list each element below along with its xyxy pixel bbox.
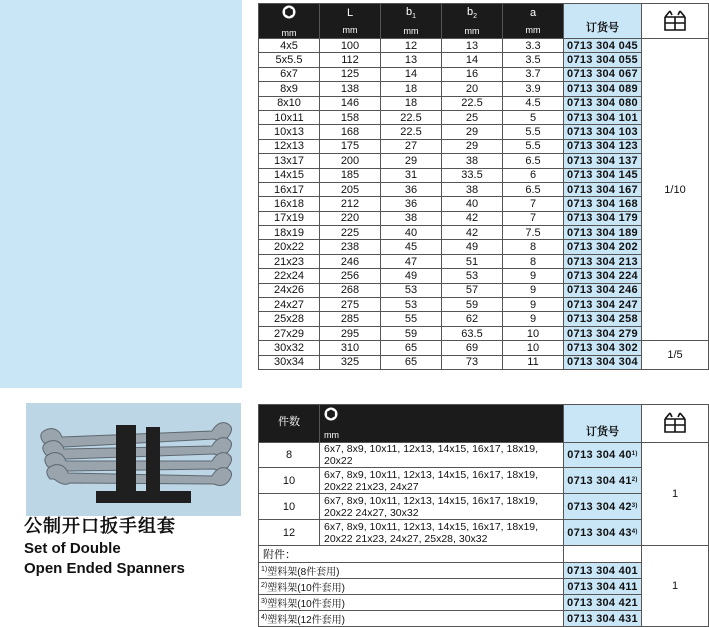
set-table-header-row bbox=[259, 405, 709, 443]
cell-a: 3.9 bbox=[503, 82, 564, 96]
cell-size: 14x15 bbox=[259, 168, 320, 182]
single-spanner-table bbox=[258, 3, 709, 370]
spanner-set-rows bbox=[259, 443, 709, 627]
cell-length: 205 bbox=[320, 182, 381, 196]
cell-a: 8 bbox=[503, 254, 564, 268]
cell-length: 275 bbox=[320, 298, 381, 312]
cell-accessory-name bbox=[259, 563, 564, 579]
set-row bbox=[259, 494, 709, 520]
table-row bbox=[259, 326, 709, 340]
cell-set-order-number bbox=[564, 520, 642, 546]
table-row bbox=[259, 82, 709, 96]
table-row bbox=[259, 182, 709, 196]
cell-size: 24x26 bbox=[259, 283, 320, 297]
accessory-row bbox=[259, 579, 709, 595]
cell-length: 100 bbox=[320, 39, 381, 53]
footnote-mark: 3) bbox=[631, 502, 638, 509]
table-row bbox=[259, 39, 709, 53]
cell-b1: 53 bbox=[381, 298, 442, 312]
cell-order-number: 0713 304 045 bbox=[564, 39, 642, 53]
cell-a: 4.5 bbox=[503, 96, 564, 110]
cell-length: 146 bbox=[320, 96, 381, 110]
cell-b1: 49 bbox=[381, 269, 442, 283]
cell-length: 325 bbox=[320, 355, 381, 369]
set-row bbox=[259, 468, 709, 494]
cell-length: 285 bbox=[320, 312, 381, 326]
cell-size: 8x9 bbox=[259, 82, 320, 96]
single-spanner-rows bbox=[259, 39, 709, 370]
cell-order-number: 0713 304 304 bbox=[564, 355, 642, 369]
title-chinese: 公制开口扳手组套 bbox=[24, 516, 176, 536]
accessory-header-blank bbox=[564, 546, 642, 563]
header-packaging bbox=[642, 4, 709, 39]
cell-size: 10x11 bbox=[259, 110, 320, 124]
cell-b1: 14 bbox=[381, 67, 442, 81]
cell-length: 220 bbox=[320, 211, 381, 225]
header-set-packaging bbox=[642, 405, 709, 443]
spanner-set-photo bbox=[26, 403, 241, 516]
table-row bbox=[259, 154, 709, 168]
spanner-set-image bbox=[26, 403, 241, 516]
cell-b2: 42 bbox=[442, 226, 503, 240]
cell-b2: 57 bbox=[442, 283, 503, 297]
cell-size: 12x13 bbox=[259, 139, 320, 153]
cell-set-order-number bbox=[564, 443, 642, 468]
cell-pack-qty: 1/5 bbox=[642, 341, 709, 370]
cell-pack-qty: 1/10 bbox=[642, 39, 709, 341]
header-piece-count: 件数 bbox=[259, 405, 320, 443]
cell-b2: 33.5 bbox=[442, 168, 503, 182]
cell-size: 4x5 bbox=[259, 39, 320, 53]
cell-order-number: 0713 304 213 bbox=[564, 254, 642, 268]
cell-b1: 13 bbox=[381, 53, 442, 67]
cell-b1: 65 bbox=[381, 341, 442, 355]
product-title bbox=[24, 516, 185, 577]
box-packaging-icon bbox=[662, 425, 688, 437]
table-row bbox=[259, 96, 709, 110]
cell-b1: 22.5 bbox=[381, 110, 442, 124]
cell-b1: 59 bbox=[381, 326, 442, 340]
cell-length: 185 bbox=[320, 168, 381, 182]
footnote-mark: 1) bbox=[631, 451, 638, 457]
cell-b1: 38 bbox=[381, 211, 442, 225]
cell-order-number: 0713 304 179 bbox=[564, 211, 642, 225]
cell-a: 6 bbox=[503, 168, 564, 182]
cell-a: 10 bbox=[503, 341, 564, 355]
cell-b2: 20 bbox=[442, 82, 503, 96]
cell-b1: 40 bbox=[381, 226, 442, 240]
header-size bbox=[259, 4, 320, 39]
table-row bbox=[259, 341, 709, 355]
cell-a: 3.7 bbox=[503, 67, 564, 81]
cell-order-number: 0713 304 279 bbox=[564, 326, 642, 340]
cell-piece-count: 12 bbox=[259, 520, 320, 546]
cell-set-pack-qty: 1 bbox=[642, 443, 709, 546]
header-b2: $b_2$ mm bbox=[442, 4, 503, 39]
table-row bbox=[259, 269, 709, 283]
cell-size: 30x34 bbox=[259, 355, 320, 369]
cell-set-sizes: 6x7, 8x9, 10x11, 12x13, 14x15, 16x17, 18x19, 20x22 bbox=[320, 443, 564, 468]
cell-order-number: 0713 304 302 bbox=[564, 341, 642, 355]
cell-set-order-number bbox=[564, 494, 642, 520]
cell-b1: 47 bbox=[381, 254, 442, 268]
cell-length: 138 bbox=[320, 82, 381, 96]
header-set-order-number: 订货号 bbox=[564, 405, 642, 443]
table-row bbox=[259, 197, 709, 211]
footnote-mark: 4) bbox=[631, 528, 638, 535]
accessory-header-row bbox=[259, 546, 709, 563]
table-row bbox=[259, 283, 709, 297]
cell-a: 7 bbox=[503, 211, 564, 225]
accessory-row bbox=[259, 611, 709, 627]
cell-a: 11 bbox=[503, 355, 564, 369]
cell-size: 8x10 bbox=[259, 96, 320, 110]
cell-b2: 25 bbox=[442, 110, 503, 124]
cell-accessory-order-number: 0713 304 411 bbox=[564, 579, 642, 595]
cell-length: 212 bbox=[320, 197, 381, 211]
cell-length: 158 bbox=[320, 110, 381, 124]
cell-accessory-order-number: 0713 304 431 bbox=[564, 611, 642, 627]
cell-order-number: 0713 304 167 bbox=[564, 182, 642, 196]
cell-b1: 65 bbox=[381, 355, 442, 369]
table-row bbox=[259, 240, 709, 254]
cell-b2: 59 bbox=[442, 298, 503, 312]
cell-length: 168 bbox=[320, 125, 381, 139]
cell-size: 21x23 bbox=[259, 254, 320, 268]
table-row bbox=[259, 168, 709, 182]
cell-order-number: 0713 304 168 bbox=[564, 197, 642, 211]
cell-size: 20x22 bbox=[259, 240, 320, 254]
cell-b1: 27 bbox=[381, 139, 442, 153]
accessory-name-text: 塑料架(12件套用) bbox=[267, 615, 346, 626]
cell-b2: 49 bbox=[442, 240, 503, 254]
cell-accessory-order-number: 0713 304 401 bbox=[564, 563, 642, 579]
header-b1: $b_1$ mm bbox=[381, 4, 442, 39]
cell-a: 10 bbox=[503, 326, 564, 340]
cell-b2: 69 bbox=[442, 341, 503, 355]
cell-order-number: 0713 304 224 bbox=[564, 269, 642, 283]
cell-a: 6.5 bbox=[503, 182, 564, 196]
footnote-mark: 4) bbox=[261, 614, 268, 621]
cell-b2: 29 bbox=[442, 139, 503, 153]
cell-size: 6x7 bbox=[259, 67, 320, 81]
cell-size: 10x13 bbox=[259, 125, 320, 139]
title-english-line2: Open Ended Spanners bbox=[24, 560, 185, 577]
accessory-row bbox=[259, 563, 709, 579]
table-row bbox=[259, 254, 709, 268]
cell-accessory-name bbox=[259, 595, 564, 611]
cell-accessory-name bbox=[259, 579, 564, 595]
header-size-unit: mm bbox=[281, 27, 297, 38]
cell-a: 6.5 bbox=[503, 154, 564, 168]
cell-set-sizes: 6x7, 8x9, 10x11, 12x13, 14x15, 16x17, 18x19, 20x22 21x23, 24x27, 25x28, 30x32 bbox=[320, 520, 564, 546]
cell-b1: 31 bbox=[381, 168, 442, 182]
cell-set-order-number bbox=[564, 468, 642, 494]
cell-b1: 55 bbox=[381, 312, 442, 326]
cell-order-number: 0713 304 080 bbox=[564, 96, 642, 110]
cell-piece-count: 10 bbox=[259, 494, 320, 520]
cell-a: 3.3 bbox=[503, 39, 564, 53]
cell-b2: 14 bbox=[442, 53, 503, 67]
spanner-set-table bbox=[258, 404, 709, 627]
header-a: a mm bbox=[503, 4, 564, 39]
cell-a: 7 bbox=[503, 197, 564, 211]
cell-b2: 40 bbox=[442, 197, 503, 211]
cell-b2: 51 bbox=[442, 254, 503, 268]
cell-order-number: 0713 304 067 bbox=[564, 67, 642, 81]
cell-b2: 13 bbox=[442, 39, 503, 53]
cell-b1: 18 bbox=[381, 96, 442, 110]
cell-order-number: 0713 304 103 bbox=[564, 125, 642, 139]
cell-b2: 29 bbox=[442, 125, 503, 139]
cell-b2: 16 bbox=[442, 67, 503, 81]
table-row bbox=[259, 355, 709, 369]
title-english-line1: Set of Double bbox=[24, 540, 121, 557]
table-header-row bbox=[259, 4, 709, 39]
footnote-mark: 1) bbox=[261, 566, 268, 573]
cell-size: 30x32 bbox=[259, 341, 320, 355]
cell-b1: 36 bbox=[381, 197, 442, 211]
table-row bbox=[259, 139, 709, 153]
cell-order-number: 0713 304 055 bbox=[564, 53, 642, 67]
cell-b1: 12 bbox=[381, 39, 442, 53]
cell-piece-count: 8 bbox=[259, 443, 320, 468]
table-row bbox=[259, 125, 709, 139]
cell-b2: 73 bbox=[442, 355, 503, 369]
cell-a: 5.5 bbox=[503, 125, 564, 139]
cell-a: 9 bbox=[503, 312, 564, 326]
footnote-mark: 3) bbox=[261, 598, 268, 605]
cell-size: 13x17 bbox=[259, 154, 320, 168]
cell-size: 16x17 bbox=[259, 182, 320, 196]
cell-size: 17x19 bbox=[259, 211, 320, 225]
cell-length: 225 bbox=[320, 226, 381, 240]
accessory-name-text: 塑料架(10件套用) bbox=[267, 583, 346, 594]
cell-a: 5.5 bbox=[503, 139, 564, 153]
cell-a: 9 bbox=[503, 298, 564, 312]
cell-b2: 22.5 bbox=[442, 96, 503, 110]
cell-a: 7.5 bbox=[503, 226, 564, 240]
cell-order-number: 0713 304 202 bbox=[564, 240, 642, 254]
cell-a: 8 bbox=[503, 240, 564, 254]
accessory-name-text: 塑料架(8件套用) bbox=[267, 567, 340, 578]
accessory-label: 附件： bbox=[259, 546, 564, 563]
cell-size: 24x27 bbox=[259, 298, 320, 312]
cell-b2: 42 bbox=[442, 211, 503, 225]
header-set-sizes: mm bbox=[320, 405, 564, 443]
cell-size: 5x5.5 bbox=[259, 53, 320, 67]
table-row bbox=[259, 110, 709, 124]
cell-order-number: 0713 304 123 bbox=[564, 139, 642, 153]
cell-b2: 53 bbox=[442, 269, 503, 283]
table-row bbox=[259, 226, 709, 240]
set-row bbox=[259, 520, 709, 546]
footnote-mark: 2) bbox=[261, 582, 268, 589]
table-row bbox=[259, 53, 709, 67]
cell-order-number: 0713 304 189 bbox=[564, 226, 642, 240]
cell-b1: 36 bbox=[381, 182, 442, 196]
order-number-text: 0713 304 43 bbox=[567, 526, 632, 539]
header-order-number: 订货号 bbox=[564, 4, 642, 39]
cell-length: 200 bbox=[320, 154, 381, 168]
cell-length: 268 bbox=[320, 283, 381, 297]
cell-b1: 29 bbox=[381, 154, 442, 168]
cell-order-number: 0713 304 137 bbox=[564, 154, 642, 168]
cell-b2: 38 bbox=[442, 154, 503, 168]
cell-b1: 22.5 bbox=[381, 125, 442, 139]
table-row bbox=[259, 298, 709, 312]
cell-length: 175 bbox=[320, 139, 381, 153]
cell-length: 256 bbox=[320, 269, 381, 283]
accessory-row bbox=[259, 595, 709, 611]
cell-size: 22x24 bbox=[259, 269, 320, 283]
cell-order-number: 0713 304 089 bbox=[564, 82, 642, 96]
cell-b2: 62 bbox=[442, 312, 503, 326]
accessory-name-text: 塑料架(10件套用) bbox=[267, 599, 346, 610]
cell-size: 27x29 bbox=[259, 326, 320, 340]
cell-order-number: 0713 304 246 bbox=[564, 283, 642, 297]
cell-length: 125 bbox=[320, 67, 381, 81]
cell-order-number: 0713 304 247 bbox=[564, 298, 642, 312]
cell-accessory-order-number: 0713 304 421 bbox=[564, 595, 642, 611]
header-length: L mm bbox=[320, 4, 381, 39]
cell-a: 9 bbox=[503, 269, 564, 283]
box-packaging-icon bbox=[662, 23, 688, 35]
hexagon-icon bbox=[324, 407, 561, 424]
cell-length: 246 bbox=[320, 254, 381, 268]
cell-order-number: 0713 304 145 bbox=[564, 168, 642, 182]
cell-size: 16x18 bbox=[259, 197, 320, 211]
cell-b1: 53 bbox=[381, 283, 442, 297]
blue-side-band bbox=[0, 0, 242, 388]
cell-size: 18x19 bbox=[259, 226, 320, 240]
cell-set-sizes: 6x7, 8x9, 10x11, 12x13, 14x15, 16x17, 18x19, 20x22 24x27, 30x32 bbox=[320, 494, 564, 520]
cell-a: 5 bbox=[503, 110, 564, 124]
cell-b2: 38 bbox=[442, 182, 503, 196]
cell-accessory-name bbox=[259, 611, 564, 627]
footnote-mark: 2) bbox=[631, 476, 638, 483]
set-row bbox=[259, 443, 709, 468]
cell-set-sizes: 6x7, 8x9, 10x11, 12x13, 14x15, 16x17, 18x19, 20x22 21x23, 24x27 bbox=[320, 468, 564, 494]
cell-piece-count: 10 bbox=[259, 468, 320, 494]
table-row bbox=[259, 211, 709, 225]
cell-a: 9 bbox=[503, 283, 564, 297]
cell-length: 238 bbox=[320, 240, 381, 254]
cell-length: 310 bbox=[320, 341, 381, 355]
cell-length: 295 bbox=[320, 326, 381, 340]
order-number-text: 0713 304 41 bbox=[567, 474, 632, 487]
cell-b1: 18 bbox=[381, 82, 442, 96]
cell-order-number: 0713 304 258 bbox=[564, 312, 642, 326]
cell-b2: 63.5 bbox=[442, 326, 503, 340]
order-number-text: 0713 304 40 bbox=[567, 449, 632, 461]
table-row bbox=[259, 67, 709, 81]
hexagon-icon bbox=[261, 5, 317, 22]
table-row bbox=[259, 312, 709, 326]
cell-size: 25x28 bbox=[259, 312, 320, 326]
order-number-text: 0713 304 42 bbox=[567, 500, 632, 513]
cell-order-number: 0713 304 101 bbox=[564, 110, 642, 124]
cell-accessory-pack-qty: 1 bbox=[642, 546, 709, 627]
cell-a: 3.5 bbox=[503, 53, 564, 67]
cell-b1: 45 bbox=[381, 240, 442, 254]
cell-length: 112 bbox=[320, 53, 381, 67]
